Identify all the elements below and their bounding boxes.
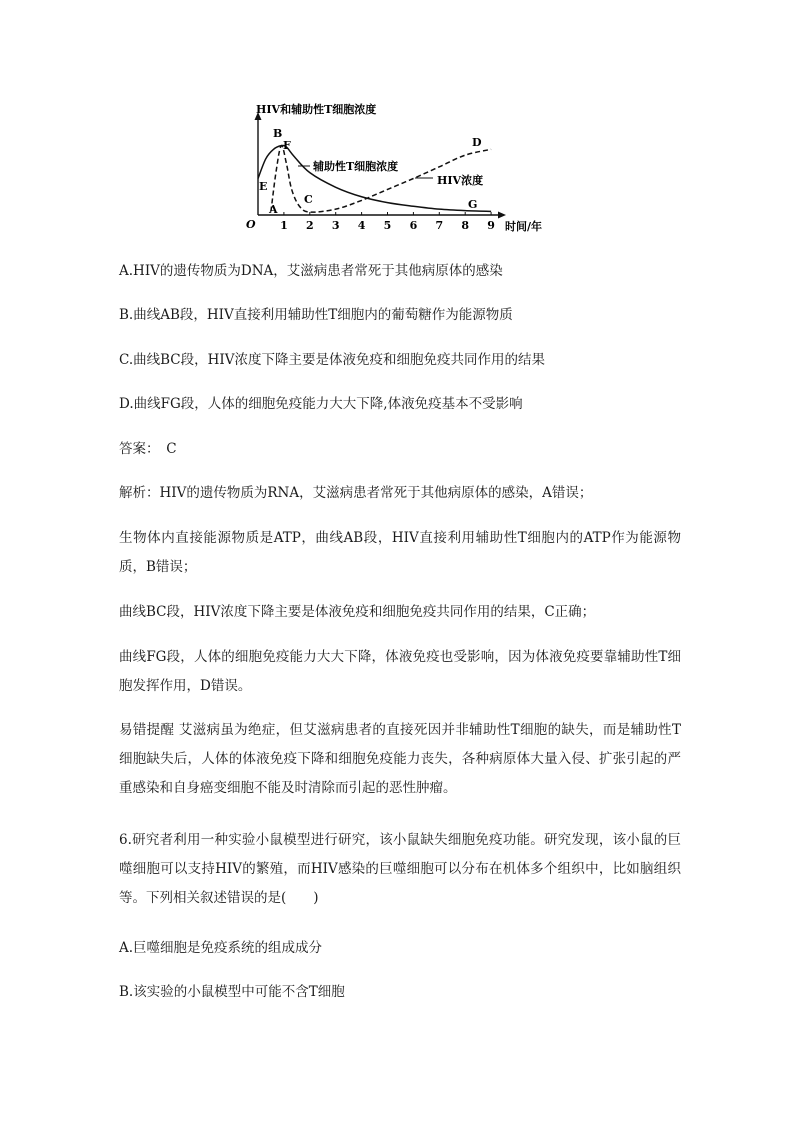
q5-option-d: D.曲线FG段，人体的细胞免疫能力大大下降,体液免疫基本不受影响: [119, 396, 523, 412]
analysis-c: 曲线BC段，HIV浓度下降主要是体液免疫和细胞免疫共同作用的结果，C正确；: [119, 604, 596, 620]
error-tip: 易错提醒 艾滋病虽为绝症，但艾滋病患者的直接死因并非辅助性T细胞的缺失，而是辅助性T细胞缺失后，人体的体液免疫下降和细胞免疫能力丧失，各种病原体大量入侵、扩张引起的严重感染和自身癌变细胞不能及时清除而引起的恶性肿瘤。: [119, 722, 681, 796]
point-label-d: D: [472, 136, 482, 149]
hiv-series-label: HIV浓度: [437, 174, 484, 187]
q6-stem: 6.研究者利用一种实验小鼠模型进行研究，该小鼠缺失细胞免疫功能。研究发现，该小鼠的巨噬细胞可以支持HIV的繁殖，而HIV感染的巨噬细胞可以分布在机体多个组织中，比如脑组织等。下列相关叙述错误的是( ): [119, 832, 681, 906]
point-label-f: F: [283, 139, 291, 152]
analysis-a: 解析：HIV的遗传物质为RNA，艾滋病患者常死于其他病原体的感染，A错误；: [119, 485, 593, 501]
x-tick-label: 1: [280, 219, 288, 232]
chart-xlabel: 时间/年: [505, 220, 543, 233]
q5-option-c: C.曲线BC段，HIV浓度下降主要是体液免疫和细胞免疫共同作用的结果: [119, 352, 545, 368]
chart-origin: O: [246, 218, 256, 231]
x-tick-label: 9: [487, 219, 495, 232]
x-axis-arrow: [498, 212, 506, 219]
q5-answer: 答案： C: [119, 441, 177, 457]
point-label-e: E: [259, 180, 268, 193]
hiv-tcell-chart: [0, 0, 794, 260]
chart-ylabel: HIV和辅助性T细胞浓度: [256, 103, 377, 116]
x-tick-label: 6: [409, 219, 418, 232]
point-label-c: C: [304, 193, 313, 206]
x-tick-label: 4: [357, 219, 366, 232]
q6-option-a: A.巨噬细胞是免疫系统的组成成分: [119, 940, 323, 956]
q5-option-b: B.曲线AB段，HIV直接利用辅助性T细胞内的葡萄糖作为能源物质: [119, 307, 513, 323]
x-tick-label: 7: [435, 219, 444, 232]
point-label-b: B: [273, 127, 283, 140]
analysis-d: 曲线FG段，人体的细胞免疫能力大大下降，体液免疫也受影响，因为体液免疫要靠辅助性T细胞发挥作用，D错误。: [119, 649, 681, 694]
q5-option-a: A.HIV的遗传物质为DNA，艾滋病患者常死于其他病原体的感染: [119, 263, 503, 279]
tcell-series-label: 辅助性T细胞浓度: [313, 160, 399, 173]
point-label-g: G: [468, 198, 478, 211]
x-tick-label: 8: [461, 219, 470, 232]
analysis-b: 生物体内直接能源物质是ATP，曲线AB段，HIV直接利用辅助性T细胞内的ATP作为能源物质，B错误；: [119, 530, 681, 575]
x-tick-label: 2: [305, 219, 314, 232]
x-tick-label: 3: [331, 219, 340, 232]
point-label-a: A: [269, 203, 278, 216]
q6-option-b: B.该实验的小鼠模型中可能不含T细胞: [119, 984, 345, 1000]
x-tick-label: 5: [383, 219, 392, 232]
